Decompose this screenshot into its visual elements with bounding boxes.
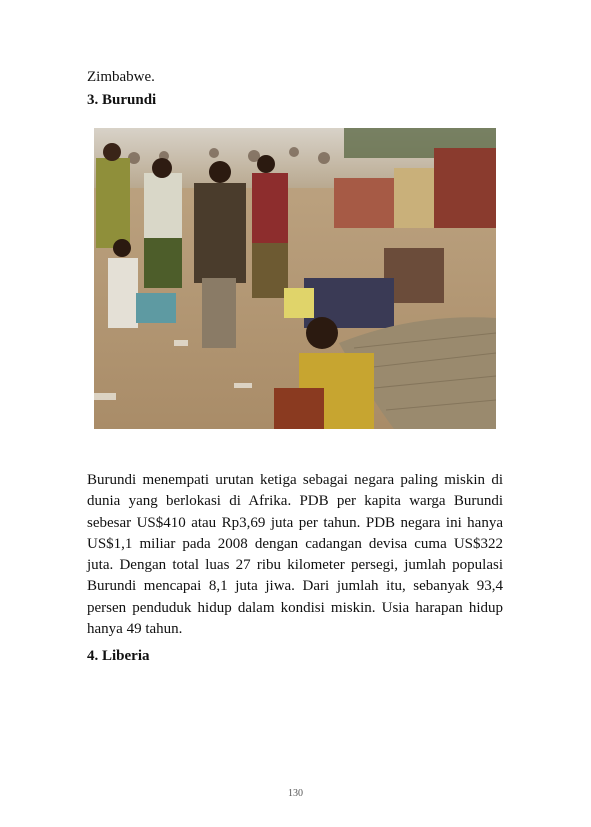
section-heading-liberia: 4. Liberia bbox=[87, 648, 150, 664]
refugee-camp-photo bbox=[94, 128, 496, 429]
previous-section-tail: Zimbabwe. bbox=[87, 69, 155, 85]
burundi-paragraph: Burundi menempati urutan ketiga sebagai negara paling miskin di dunia yang berlokasi di Afrika. PDB per kapita warga Burundi sebesar US$410 atau Rp3,69 juta per tahun. PDB negara ini hanya US$1,1 miliar pada 2008 dengan cadangan devisa cuma US$322 juta. Dengan total luas 27 ribu kilometer persegi, jumlah populasi Burundi mencapai 8,1 juta jiwa. Dari jumlah itu, sebanyak 93,4 persen penduduk hidup dalam kondisi miskin. Usia harapan hidup hanya 49 tahun. bbox=[87, 472, 503, 638]
section-heading-burundi: 3. Burundi bbox=[87, 92, 157, 108]
page-number: 130 bbox=[288, 788, 303, 799]
